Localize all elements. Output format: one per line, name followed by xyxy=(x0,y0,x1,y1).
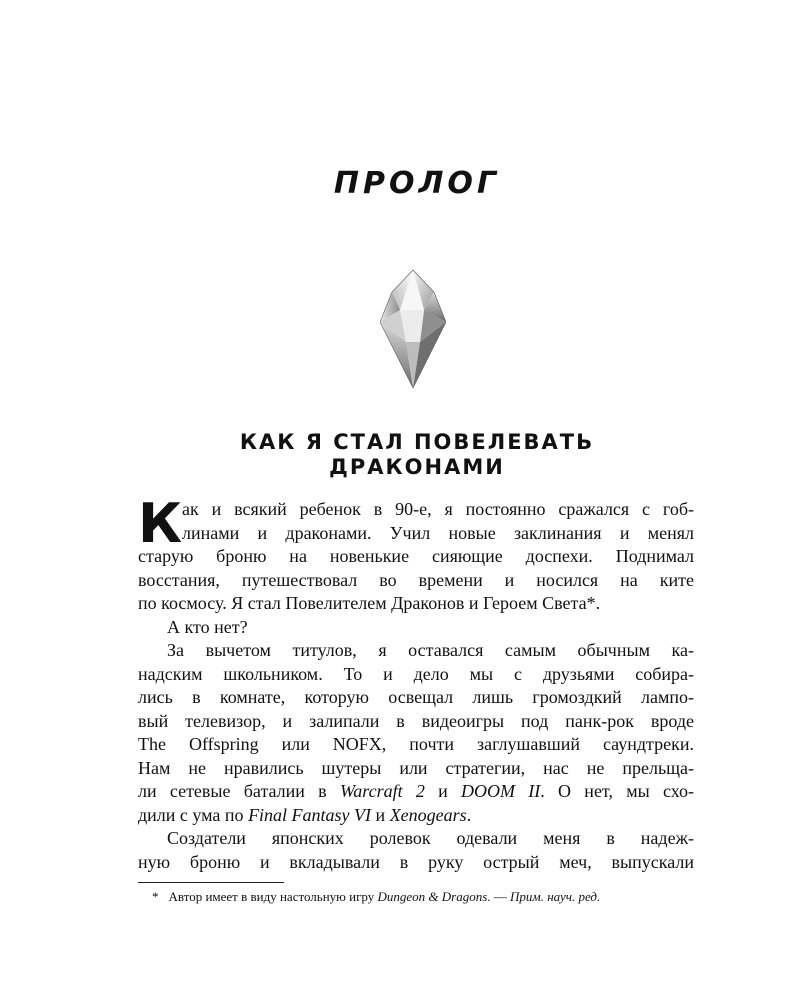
game-title: DOOM II xyxy=(461,781,541,801)
text-segment: . xyxy=(466,804,472,825)
drop-cap: К xyxy=(138,492,183,555)
footnote-divider xyxy=(138,882,284,883)
text-segment: и xyxy=(424,781,462,801)
footnote-text: Автор имеет в виду настольную игру xyxy=(168,889,378,904)
text-line: вый телевизор, и залипали в видеоигры под панк-рок вроде xyxy=(138,710,694,731)
text-line: А кто нет? xyxy=(167,616,248,637)
text-segment: и xyxy=(371,804,390,825)
text-line: Создатели японских ролевок одевали меня в надеж- xyxy=(167,828,694,848)
text-line xyxy=(138,804,694,828)
game-title: Warcraft 2 xyxy=(339,781,425,801)
section-title-line-2: ДРАКОНАМИ xyxy=(329,455,505,479)
text-line: Нам не нравились шутеры или стратегии, нас не прельща- xyxy=(138,757,694,778)
text-line: The Offspring или NOFX, почти заглушавший саундтреки. xyxy=(138,734,694,754)
text-line: За вычетом титулов, я оставался самым обычным ка- xyxy=(167,640,694,660)
text-segment: ли сетевые баталии в xyxy=(138,781,340,801)
text-line: линами и драконами. Учил новые заклинания и менял xyxy=(182,522,694,543)
footnote-text: . — xyxy=(487,889,511,904)
footnote-game-title: Dungeon & Dragons xyxy=(377,889,488,904)
section-title xyxy=(0,430,800,480)
text-line: старую броню на новенькие сияющие доспехи. Поднимал xyxy=(138,546,694,566)
chapter-title: ПРОЛОГ xyxy=(333,166,501,201)
crystal-gem-icon xyxy=(380,270,446,388)
text-line: ак и всякий ребенок в 90-е, я постоянно сражался с гоб- xyxy=(182,499,694,519)
text-line: лись в комнате, которую освещал лишь громоздкий лампо- xyxy=(138,687,694,707)
body-text xyxy=(138,492,695,874)
text-segment: . О нет, мы схо- xyxy=(540,781,695,801)
footnote-editor-note: Прим. науч. ред. xyxy=(510,889,601,904)
text-line: по космосу. Я стал Повелителем Драконов и Героем Света*. xyxy=(138,593,601,613)
text-line: восстания, путешествовал во времени и носился на ките xyxy=(138,569,694,590)
game-title: Xenogears xyxy=(389,804,467,825)
text-line: надским школьником. То и дело мы с друзьями собира- xyxy=(138,663,694,684)
text-line xyxy=(138,780,694,804)
section-title-line-1: КАК Я СТАЛ ПОВЕЛЕВАТЬ xyxy=(239,430,595,454)
footnote-mark: * xyxy=(152,889,159,904)
game-title: Final Fantasy VI xyxy=(248,804,372,825)
text-line: ную броню и вкладывали в руку острый меч, выпускали xyxy=(138,851,694,872)
footnote xyxy=(152,888,600,906)
text-segment: дили с ума по xyxy=(138,804,249,825)
